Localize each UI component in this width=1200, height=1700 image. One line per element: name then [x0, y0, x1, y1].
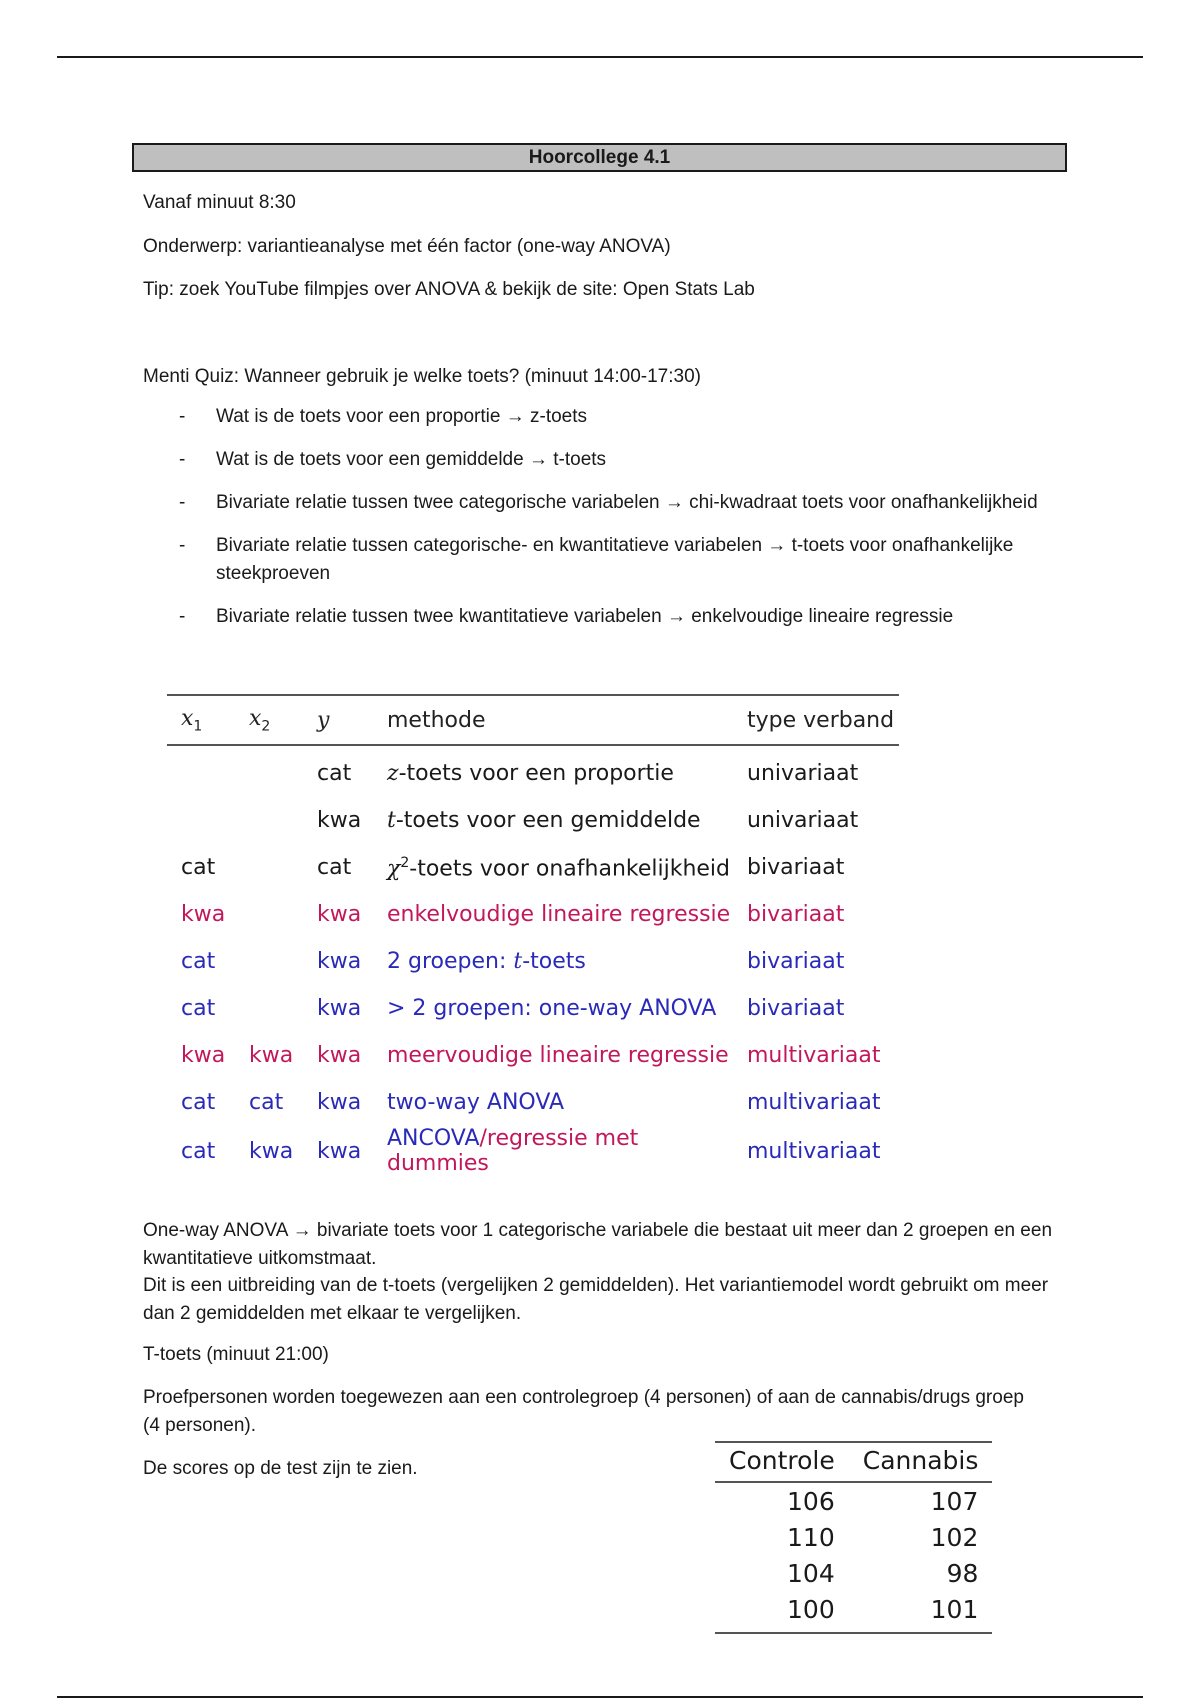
table-row: 100 101	[715, 1591, 992, 1633]
ttoets-heading: T-toets (minuut 21:00)	[143, 1344, 329, 1365]
methods-table-header	[167, 695, 899, 745]
tip-text: Tip: zoek YouTube filmpjes over ANOVA & bekijk de site: Open Stats Lab	[143, 279, 755, 300]
scores-table	[715, 1441, 992, 1634]
header-controle: Controle	[715, 1442, 849, 1482]
quiz-item: - Wat is de toets voor een gemiddelde → t-toets	[143, 446, 1043, 474]
table-row: 104 98	[787, 1558, 979, 1588]
quiz-item: - Bivariate relatie tussen twee kwantitatieve variabelen → enkelvoudige lineaire regressie	[143, 603, 1043, 631]
table-row: cat z-toets voor een proportie univariaat	[317, 761, 859, 787]
table-row: kwa kwa kwa meervoudige lineaire regressie multivariaat	[181, 1043, 881, 1069]
header-type: type verband	[733, 695, 899, 745]
table-row: cat cat kwa two-way ANOVA multivariaat	[181, 1090, 881, 1116]
header-x1: $x_1$	[167, 695, 235, 745]
header-x2: $x_2$	[235, 695, 303, 745]
table-row: cat kwa kwa ANCOVA/regressie met dummies multivariaat	[181, 1126, 881, 1177]
subject-text: Onderwerp: variantieanalyse met één factor (one-way ANOVA)	[143, 236, 671, 257]
ttoets-description: Proefpersonen worden toegewezen aan een controlegroep (4 personen) of aan de cannabis/drugs groep (4 personen).	[143, 1387, 1024, 1436]
table-row: cat kwa > 2 groepen: one-way ANOVA bivariaat	[181, 996, 845, 1022]
anova-extension: Dit is een uitbreiding van de t-toets (vergelijken 2 gemiddelden). Het variantiemodel wordt gebruikt om meer dan 2 gemiddelden met elkaar te vergelijken.	[143, 1275, 1049, 1324]
quiz-item: - Bivariate relatie tussen categorische- en kwantitatieve variabelen → t-toets voor onafhankelijke steekproeven	[143, 532, 1043, 588]
table-row: kwa t-toets voor een gemiddelde univariaat	[317, 808, 859, 834]
table-row: 110 102	[787, 1522, 979, 1552]
header-method: methode	[373, 695, 733, 745]
quiz-item: - Wat is de toets voor een proportie → z-toets	[143, 403, 1043, 431]
top-rule	[57, 56, 1143, 58]
anova-definition: One-way ANOVA → bivariate toets voor 1 categorische variabele die bestaat uit meer dan 2 groepen en een kwantitatieve uitkomstmaat.	[143, 1220, 1053, 1269]
scores-table-header	[715, 1442, 992, 1482]
bottom-rule	[57, 1696, 1143, 1698]
start-time-text: Vanaf minuut 8:30	[143, 192, 296, 213]
header-cannabis: Cannabis	[849, 1442, 993, 1482]
table-row: cat kwa 2 groepen: t-toets bivariaat	[181, 949, 845, 975]
page-title: Hoorcollege 4.1	[132, 143, 1067, 172]
quiz-heading: Menti Quiz: Wanneer gebruik je welke toets? (minuut 14:00-17:30)	[143, 366, 701, 387]
header-y: y	[303, 695, 373, 745]
table-row: cat cat $\chi^2$-toets voor onafhankelijkheid bivariaat	[181, 854, 845, 882]
scores-note: De scores op de test zijn te zien.	[143, 1458, 418, 1479]
table-row: 106 107	[787, 1486, 979, 1516]
methods-table	[167, 694, 899, 1176]
quiz-item: - Bivariate relatie tussen twee categorische variabelen → chi-kwadraat toets voor onafhankelijkheid	[143, 489, 1043, 517]
quiz-list	[143, 403, 1043, 646]
table-row: kwa kwa enkelvoudige lineaire regressie bivariaat	[181, 902, 845, 928]
